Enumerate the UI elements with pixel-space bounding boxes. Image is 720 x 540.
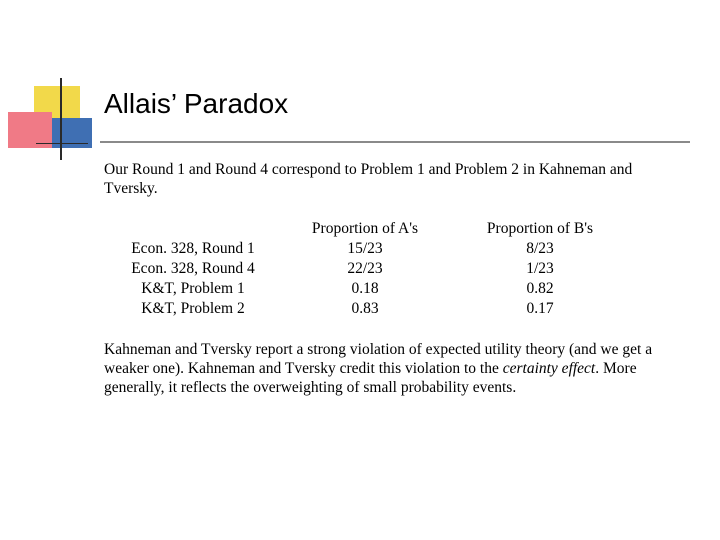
table-row: [112, 259, 624, 279]
closing-text-2: . More generally, it reflects the overweighting of small probability events.: [104, 360, 637, 396]
closing-text-1: Kahneman and Tversky report a strong violation of expected utility theory (and we get a weaker one). Kahneman and Tversky credit this violation to the: [104, 341, 653, 377]
row-proportion-a: 0.83: [351, 300, 379, 317]
row-proportion-b: 8/23: [526, 240, 554, 257]
table-header-row: [112, 219, 624, 239]
row-proportion-b: 0.17: [526, 300, 554, 317]
row-label: Econ. 328, Round 1: [131, 240, 255, 257]
decor-horizontal-line: [36, 143, 88, 144]
row-proportion-a: 22/23: [347, 260, 383, 277]
slide-title: Allais’ Paradox: [104, 88, 289, 119]
header-proportion-a: Proportion of A's: [311, 220, 419, 237]
row-proportion-b: 0.82: [526, 280, 554, 297]
table-row: [112, 239, 624, 259]
table-row: [112, 279, 624, 299]
row-proportion-a: 15/23: [347, 240, 383, 257]
header-empty: [112, 219, 274, 239]
results-table: [112, 219, 624, 319]
certainty-effect-term: certainty effect: [502, 360, 596, 377]
header-proportion-b: Proportion of B's: [486, 220, 594, 237]
row-label: Econ. 328, Round 4: [131, 260, 255, 277]
title-rule: [100, 141, 690, 143]
row-label: K&T, Problem 2: [141, 300, 245, 317]
table-row: [112, 299, 624, 319]
row-proportion-b: 1/23: [526, 260, 554, 277]
closing-paragraph: [104, 340, 674, 397]
row-proportion-a: 0.18: [351, 280, 379, 297]
intro-paragraph: Our Round 1 and Round 4 correspond to Problem 1 and Problem 2 in Kahneman and Tversky.: [104, 161, 633, 197]
decor-vertical-line: [60, 78, 62, 160]
row-label: K&T, Problem 1: [141, 280, 245, 297]
